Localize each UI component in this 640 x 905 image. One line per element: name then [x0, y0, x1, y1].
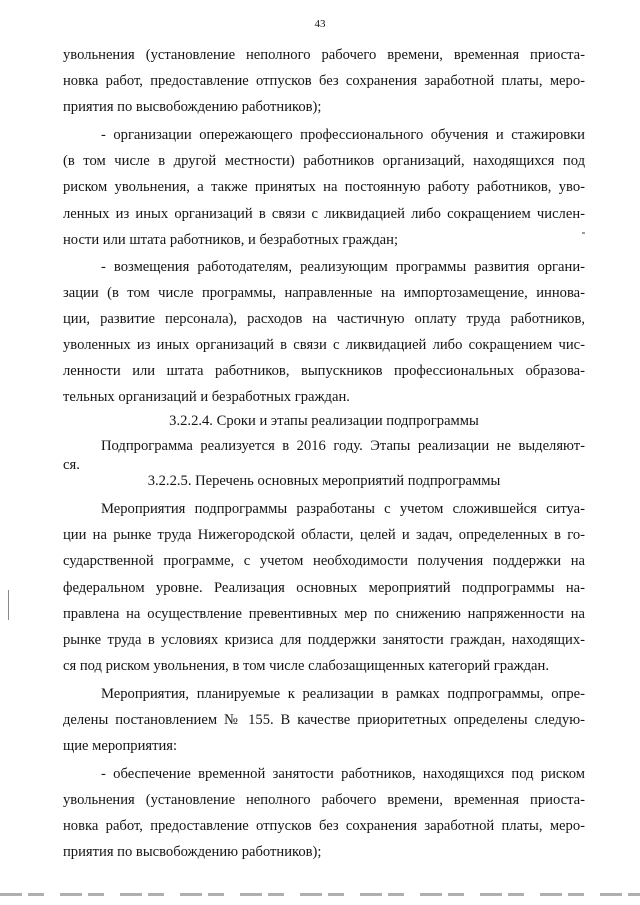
text-line: щие мероприятия: [63, 738, 178, 754]
scan-edge-mark [8, 590, 9, 620]
text-line: - возмещения работодателям, реализующим программы развития органи- [101, 259, 585, 275]
text-line: тельных организаций и безработных граждан. [63, 389, 350, 405]
text-line: ленности или штата работников, выпускников профессиональных образова- [63, 363, 585, 379]
text-line: Мероприятия подпрограммы разработаны с учетом сложившейся ситуа- [101, 501, 585, 517]
text-line: ся. [63, 457, 80, 473]
scan-bottom-border [0, 893, 640, 896]
text-line: приятия по высвобождению работников); [63, 844, 322, 860]
section-heading: 3.2.2.5. Перечень основных мероприятий подпрограммы [147, 473, 501, 489]
text-line: увольнения (установление неполного рабочего времени, временная приоста- [63, 47, 585, 63]
text-line: федеральном уровне. Реализация основных мероприятий подпрограммы на- [63, 580, 585, 596]
section-heading: 3.2.2.4. Сроки и этапы реализации подпрограммы [169, 413, 479, 429]
text-line: уволенных из иных организаций в связи с ликвидацией либо сокращением чис- [63, 337, 585, 353]
text-line: рынке труда в условиях кризиса для поддержки занятости граждан, находящих- [63, 632, 585, 648]
text-line: - организации опережающего профессионального обучения и стажировки [101, 127, 585, 143]
text-line: новка работ, предоставление отпусков без сохранения заработной платы, меро- [63, 818, 585, 834]
text-line: зации (в том числе программы, направленные на импортозамещение, иннова- [63, 285, 585, 301]
text-line: (в том числе в другой местности) работников организаций, находящихся под [63, 153, 585, 169]
text-line: приятия по высвобождению работников); [63, 99, 322, 115]
text-line: ся под риском увольнения, в том числе слабозащищенных категорий граждан. [63, 658, 549, 674]
page-number: 43 [314, 18, 326, 30]
scan-speck [582, 232, 585, 234]
text-line: ленных из иных организаций в связи с ликвидацией либо сокращением числен- [63, 206, 585, 222]
text-line: - обеспечение временной занятости работников, находящихся под риском [101, 766, 585, 782]
text-line: риском увольнения, а также принятых на постоянную работу работников, уво- [63, 179, 585, 195]
text-line: ции, развитие персонала), расходов на частичную оплату труда работников, [63, 311, 585, 327]
text-line: ции на рынке труда Нижегородской области, целей и задач, определенных в го- [63, 527, 585, 543]
text-line: сударственной программе, с учетом необходимости получения поддержки на [63, 553, 585, 569]
text-line: делены постановлением № 155. В качестве приоритетных определены следую- [63, 712, 585, 728]
text-line: Подпрограмма реализуется в 2016 году. Этапы реализации не выделяют- [101, 438, 585, 454]
text-line: Мероприятия, планируемые к реализации в рамках подпрограммы, опре- [101, 686, 585, 702]
text-line: ности или штата работников, и безработных граждан; [63, 232, 399, 248]
text-line: увольнения (установление неполного рабочего времени, временная приоста- [63, 792, 585, 808]
text-line: правлена на осуществление превентивных мер по снижению напряженности на [63, 606, 585, 622]
text-line: новка работ, предоставление отпусков без сохранения заработной платы, меро- [63, 73, 585, 89]
